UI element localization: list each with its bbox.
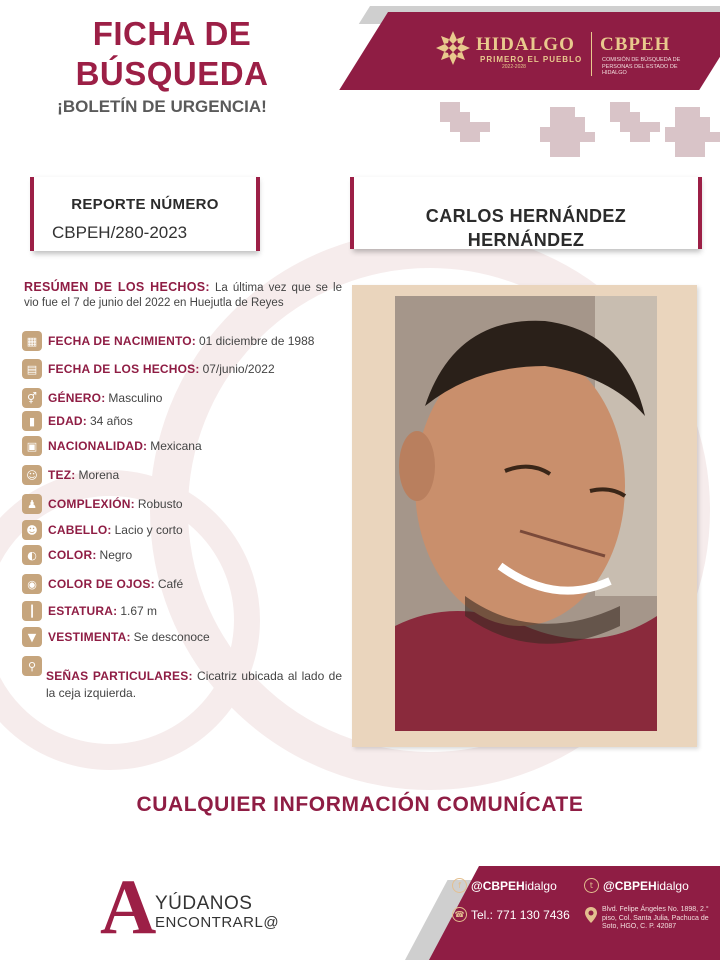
twitter-handle-bold: @CBPEH: [603, 878, 657, 893]
summary-text: La última vez que se le vio fue el 7 de junio del 2022 en Huejutla de Reyes: [24, 282, 342, 309]
fact-label: COLOR:: [48, 548, 97, 562]
fact-label: CABELLO:: [48, 523, 112, 537]
body-icon: ♟: [22, 494, 42, 514]
fact-label: ESTATURA:: [48, 604, 118, 618]
id-card-icon: ▣: [22, 436, 42, 456]
fact-value: Robusto: [137, 497, 183, 511]
phone-contact[interactable]: [452, 907, 570, 922]
fact-value: 07/junio/2022: [202, 362, 275, 376]
facts-summary: [24, 280, 342, 311]
fact-height: [22, 601, 157, 621]
person-photo: [395, 296, 657, 731]
person-name: [354, 204, 698, 252]
help-logo-line-1: YÚDANOS: [155, 893, 253, 914]
fact-event-date: [22, 359, 275, 379]
logo-slogan: PRIMERO EL PUEBLO: [480, 55, 583, 64]
page-title: [62, 14, 282, 94]
location-pin-icon: [584, 906, 598, 924]
facebook-contact[interactable]: [452, 878, 557, 893]
fact-gender: [22, 388, 162, 408]
fact-marks-icon-wrap: [22, 656, 48, 676]
title-line-1: FICHA DE: [92, 15, 252, 52]
fact-value: 01 diciembre de 1988: [199, 334, 315, 348]
person-name-card: [350, 177, 698, 249]
fact-label: NACIONALIDAD:: [48, 439, 148, 453]
fact-birth-date: [22, 331, 314, 351]
twitter-handle-rest: idalgo: [656, 878, 689, 893]
report-number-label: REPORTE NÚMERO: [71, 196, 219, 213]
fact-clothing: [22, 627, 210, 647]
urgency-subtitle: ¡BOLETÍN DE URGENCIA!: [57, 97, 267, 116]
facebook-icon: f: [452, 878, 467, 893]
summary-label: RESÚMEN DE LOS HECHOS:: [24, 280, 210, 294]
card-accent-bar: [256, 177, 260, 251]
phone-number: 771 130 7436: [496, 907, 570, 922]
fact-nationality: [22, 436, 202, 456]
fact-label: TEZ:: [48, 468, 76, 482]
fact-value: Negro: [99, 548, 133, 562]
logo-agency: CBPEH: [600, 34, 671, 55]
fact-value: 34 años: [90, 414, 133, 428]
magnifier-icon: ⚲: [22, 656, 42, 676]
marks-label: SEÑAS PARTICULARES:: [46, 669, 193, 683]
color-icon: ◐: [22, 545, 42, 565]
age-icon: ▮: [22, 411, 42, 431]
fact-value: Se desconoce: [133, 630, 210, 644]
call-to-action: CUALQUIER INFORMACIÓN COMUNÍCATE: [136, 793, 584, 816]
report-number-card: [30, 177, 256, 251]
logo-years: 2022-2028: [502, 64, 526, 70]
fact-hair: [22, 520, 183, 540]
logo-state-name: HIDALGO: [476, 34, 575, 55]
marks-text: Cicatriz ubicada al lado de la ceja izquierda.: [46, 669, 342, 700]
fact-skin-tone: [22, 465, 119, 485]
hidalgo-flower-icon: [435, 30, 471, 66]
shirt-icon: ▼: [22, 627, 42, 647]
facebook-handle-rest: idalgo: [524, 878, 557, 893]
fact-build: [22, 494, 183, 514]
fact-value: Café: [157, 577, 184, 591]
distinguishing-marks: [46, 668, 342, 702]
fact-label: FECHA DE LOS HECHOS:: [48, 362, 200, 376]
fact-age: [22, 411, 133, 431]
ruler-icon: ┃: [22, 601, 42, 621]
card-accent-bar: [698, 177, 702, 249]
embroidery-birds-decoration: [430, 92, 720, 172]
report-number-value: CBPEH/280-2023: [52, 223, 188, 242]
fact-color: [22, 545, 132, 565]
facebook-handle-bold: @CBPEH: [471, 878, 525, 893]
fact-value: Lacio y corto: [114, 523, 183, 537]
phone-label: Tel.:: [471, 907, 494, 922]
gender-icon: ⚥: [22, 388, 42, 408]
cake-icon: ▦: [22, 331, 42, 351]
person-name-line-1: CARLOS HERNÁNDEZ: [425, 206, 627, 226]
fact-label: EDAD:: [48, 414, 87, 428]
eye-icon: ◉: [22, 574, 42, 594]
office-address: Blvd. Felipe Ángeles No. 1898, 2.° piso, Col. Santa Julia, Pachuca de Soto, HGO, C. P. 42087: [602, 906, 709, 930]
twitter-icon: t: [584, 878, 599, 893]
person-name-line-2: HERNÁNDEZ: [467, 230, 585, 250]
fact-label: FECHA DE NACIMIENTO:: [48, 334, 196, 348]
logo-agency-full: COMISIÓN DE BÚSQUEDA DE PERSONAS DEL ESTADO DE HIDALGO: [602, 57, 681, 76]
fact-value: 1.67 m: [120, 604, 158, 618]
person-photo-illustration: [395, 296, 657, 731]
title-line-2: BÚSQUEDA: [75, 55, 269, 92]
help-logo-letter: A: [100, 863, 157, 950]
calendar-icon: ▤: [22, 359, 42, 379]
fact-label: COLOR DE OJOS:: [48, 577, 155, 591]
help-logo-line-2: ENCONTRARL@: [155, 914, 280, 931]
fact-value: Masculino: [108, 391, 163, 405]
logo-divider: [591, 32, 592, 76]
fact-value: Morena: [78, 468, 120, 482]
phone-icon: ☎: [452, 907, 467, 922]
fact-value: Mexicana: [150, 439, 202, 453]
fact-label: VESTIMENTA:: [48, 630, 131, 644]
face-icon: ☺: [22, 465, 42, 485]
fact-eye-color: [22, 574, 183, 594]
twitter-contact[interactable]: [584, 878, 689, 893]
fact-label: COMPLEXIÓN:: [48, 497, 135, 511]
fact-label: GÉNERO:: [48, 391, 106, 405]
hair-icon: ☻: [22, 520, 42, 540]
